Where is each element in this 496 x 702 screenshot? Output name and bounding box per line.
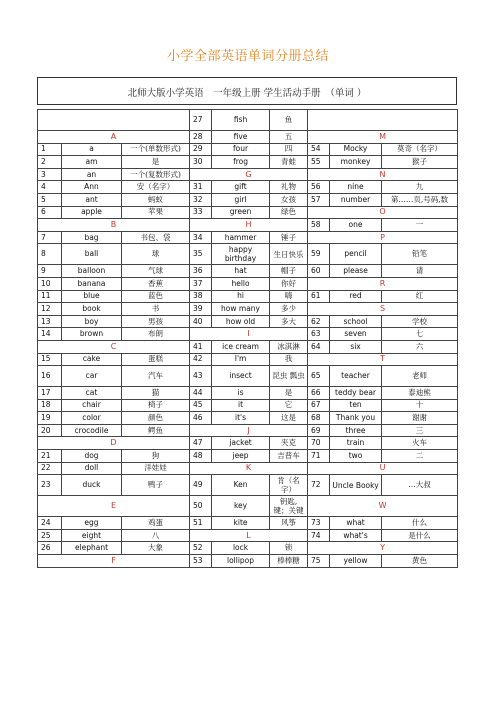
word-english: bag xyxy=(62,231,122,244)
letter-heading: A xyxy=(38,131,190,144)
word-english: elephant xyxy=(62,542,122,555)
table-row xyxy=(38,244,458,265)
word-number: 4 xyxy=(38,181,62,194)
word-number: 53 xyxy=(190,555,212,568)
table-row xyxy=(38,399,458,412)
word-english: how many xyxy=(212,303,270,316)
word-chinese: 二 xyxy=(382,450,458,463)
word-chinese: 五 xyxy=(270,131,308,144)
word-english: hi xyxy=(212,290,270,303)
letter-heading: W xyxy=(308,496,458,517)
word-english: Ann xyxy=(62,181,122,194)
word-number: 19 xyxy=(38,412,62,425)
word-english: a xyxy=(62,143,122,156)
word-chinese: 嗨 xyxy=(270,290,308,303)
word-english: ice cream xyxy=(212,340,270,353)
word-chinese: 十 xyxy=(382,399,458,412)
word-number: 72 xyxy=(308,475,330,496)
table-row xyxy=(38,366,458,387)
word-chinese: 猴子 xyxy=(382,156,458,169)
word-chinese: 第……页,号码,数 xyxy=(382,193,458,206)
letter-heading: B xyxy=(38,219,190,232)
word-number: 68 xyxy=(308,412,330,425)
word-english: frog xyxy=(212,156,270,169)
word-chinese: …大叔 xyxy=(382,475,458,496)
word-english: pencil xyxy=(330,244,382,265)
word-number: 59 xyxy=(308,244,330,265)
word-number: 45 xyxy=(190,399,212,412)
word-english: it xyxy=(212,399,270,412)
word-chinese: 球 xyxy=(122,244,190,265)
word-number: 57 xyxy=(308,193,330,206)
word-chinese: 冰淇淋 xyxy=(270,340,308,353)
letter-heading: K xyxy=(190,462,308,475)
vocabulary-table xyxy=(37,109,458,568)
word-english: jeep xyxy=(212,450,270,463)
word-chinese: 棒棒糖 xyxy=(270,555,308,568)
word-chinese: 狗 xyxy=(122,450,190,463)
word-english: key xyxy=(212,496,270,517)
word-chinese: 生日快乐 xyxy=(270,244,308,265)
table-row xyxy=(38,181,458,194)
word-number: 65 xyxy=(308,366,330,387)
word-number: 66 xyxy=(308,387,330,400)
word-chinese: 是 xyxy=(270,387,308,400)
word-number: 47 xyxy=(190,437,212,450)
word-chinese: 七 xyxy=(382,328,458,341)
word-english: apple xyxy=(62,206,122,219)
word-english: six xyxy=(330,340,382,353)
table-row xyxy=(38,110,458,131)
word-number: 21 xyxy=(38,450,62,463)
word-chinese: 多大 xyxy=(270,315,308,328)
word-chinese: 鳄鱼 xyxy=(122,424,190,437)
word-number: 12 xyxy=(38,303,62,316)
word-chinese: 大象 xyxy=(122,542,190,555)
table-row xyxy=(38,328,458,341)
word-number: 29 xyxy=(190,143,212,156)
word-chinese: 蓝色 xyxy=(122,290,190,303)
word-english: five xyxy=(212,131,270,144)
word-chinese: 老师 xyxy=(382,366,458,387)
word-chinese: 苹果 xyxy=(122,206,190,219)
word-english: number xyxy=(330,193,382,206)
word-number: 31 xyxy=(190,181,212,194)
word-chinese: 钥匙, 键；关键 xyxy=(270,496,308,517)
word-chinese: 蚂蚁 xyxy=(122,193,190,206)
word-english: duck xyxy=(62,475,122,496)
word-number: 37 xyxy=(190,277,212,290)
word-number: 6 xyxy=(38,206,62,219)
letter-heading: F xyxy=(38,555,190,568)
letter-heading: I xyxy=(190,328,308,341)
word-english: eight xyxy=(62,529,122,542)
word-chinese: 莫奇（名字） xyxy=(382,143,458,156)
word-english: chair xyxy=(62,399,122,412)
table-row xyxy=(38,206,458,219)
word-english: how old xyxy=(212,315,270,328)
word-english: Mocky xyxy=(330,143,382,156)
word-chinese: 汽车 xyxy=(122,366,190,387)
table-row xyxy=(38,143,458,156)
word-english: three xyxy=(330,424,382,437)
word-english: book xyxy=(62,303,122,316)
word-chinese: 请 xyxy=(382,265,458,278)
word-chinese: 泰迪熊 xyxy=(382,387,458,400)
letter-heading: N xyxy=(308,168,458,181)
table-row xyxy=(38,496,458,517)
word-chinese: 这是 xyxy=(270,412,308,425)
table-row xyxy=(38,303,458,316)
word-number: 1 xyxy=(38,143,62,156)
word-number: 69 xyxy=(308,424,330,437)
word-number: 58 xyxy=(308,219,330,232)
word-number: 22 xyxy=(38,462,62,475)
word-english: hammer xyxy=(212,231,270,244)
word-english: four xyxy=(212,143,270,156)
word-number: 9 xyxy=(38,265,62,278)
table-row xyxy=(38,555,458,568)
letter-heading: U xyxy=(308,462,458,475)
word-number: 16 xyxy=(38,366,62,387)
word-number: 55 xyxy=(308,156,330,169)
table-row xyxy=(38,231,458,244)
word-number: 30 xyxy=(190,156,212,169)
word-chinese: 夹克 xyxy=(270,437,308,450)
word-english: seven xyxy=(330,328,382,341)
word-english: hat xyxy=(212,265,270,278)
word-english: I'm xyxy=(212,353,270,366)
word-english: an xyxy=(62,168,122,181)
word-number: 20 xyxy=(38,424,62,437)
letter-heading: J xyxy=(190,424,308,437)
table-row xyxy=(38,219,458,232)
word-number: 54 xyxy=(308,143,330,156)
word-number: 50 xyxy=(190,496,212,517)
word-english: car xyxy=(62,366,122,387)
table-row xyxy=(38,450,458,463)
word-chinese: 鸭子 xyxy=(122,475,190,496)
word-number: 63 xyxy=(308,328,330,341)
word-chinese: 绿色 xyxy=(270,206,308,219)
word-chinese: 学校 xyxy=(382,315,458,328)
word-number: 13 xyxy=(38,315,62,328)
word-chinese: 锁 xyxy=(270,542,308,555)
word-english: cake xyxy=(62,353,122,366)
word-number: 43 xyxy=(190,366,212,387)
word-chinese: 三 xyxy=(382,424,458,437)
word-chinese: 一个(复数形式) xyxy=(122,168,190,181)
word-english: insect xyxy=(212,366,270,387)
word-chinese: 一 xyxy=(382,219,458,232)
word-english: Ken xyxy=(212,475,270,496)
table-row xyxy=(38,131,458,144)
word-chinese: 四 xyxy=(270,143,308,156)
word-english: boy xyxy=(62,315,122,328)
letter-heading: E xyxy=(38,496,190,517)
word-number: 35 xyxy=(190,244,212,265)
word-number: 52 xyxy=(190,542,212,555)
word-chinese: 八 xyxy=(122,529,190,542)
word-english: one xyxy=(330,219,382,232)
word-english: nine xyxy=(330,181,382,194)
letter-heading: S xyxy=(308,303,458,316)
word-number: 7 xyxy=(38,231,62,244)
word-chinese: 谢谢 xyxy=(382,412,458,425)
word-chinese: 黄色 xyxy=(382,555,458,568)
word-number: 62 xyxy=(308,315,330,328)
table-row xyxy=(38,424,458,437)
word-chinese: 香蕉 xyxy=(122,277,190,290)
word-number: 75 xyxy=(308,555,330,568)
word-number: 26 xyxy=(38,542,62,555)
word-number: 27 xyxy=(190,110,212,131)
word-chinese: 铅笔 xyxy=(382,244,458,265)
word-chinese: 吉普车 xyxy=(270,450,308,463)
word-chinese: 风筝 xyxy=(270,517,308,530)
table-row xyxy=(38,462,458,475)
word-english: brown xyxy=(62,328,122,341)
word-chinese: 椅子 xyxy=(122,399,190,412)
table-row xyxy=(38,475,458,496)
word-chinese: 我 xyxy=(270,353,308,366)
word-english: cat xyxy=(62,387,122,400)
word-english: hello xyxy=(212,277,270,290)
word-chinese: 多少 xyxy=(270,303,308,316)
letter-heading: C xyxy=(38,340,190,353)
word-english: ten xyxy=(330,399,382,412)
word-chinese: 男孩 xyxy=(122,315,190,328)
word-number: 40 xyxy=(190,315,212,328)
word-number: 17 xyxy=(38,387,62,400)
word-chinese: 什么 xyxy=(382,517,458,530)
word-chinese: 九 xyxy=(382,181,458,194)
word-english: what xyxy=(330,517,382,530)
word-chinese: 女孩 xyxy=(270,193,308,206)
letter-heading: Y xyxy=(308,542,458,555)
table-row xyxy=(38,542,458,555)
word-chinese: 是什么 xyxy=(382,529,458,542)
word-number: 33 xyxy=(190,206,212,219)
table-row xyxy=(38,265,458,278)
letter-heading: H xyxy=(190,219,308,232)
word-english: what's xyxy=(330,529,382,542)
word-chinese: 鸡蛋 xyxy=(122,517,190,530)
table-row xyxy=(38,353,458,366)
word-english: lollipop xyxy=(212,555,270,568)
word-chinese: 书 xyxy=(122,303,190,316)
word-number: 74 xyxy=(308,529,330,542)
word-english: please xyxy=(330,265,382,278)
word-number: 28 xyxy=(190,131,212,144)
word-english: red xyxy=(330,290,382,303)
letter-heading: T xyxy=(308,353,458,366)
word-chinese: 是 xyxy=(122,156,190,169)
letter-heading: D xyxy=(38,437,190,450)
word-english: it's xyxy=(212,412,270,425)
word-number: 61 xyxy=(308,290,330,303)
word-chinese: 青蛙 xyxy=(270,156,308,169)
word-number: 34 xyxy=(190,231,212,244)
word-english: kite xyxy=(212,517,270,530)
word-number: 25 xyxy=(38,529,62,542)
letter-heading: L xyxy=(190,529,308,542)
word-english: two xyxy=(330,450,382,463)
word-english: egg xyxy=(62,517,122,530)
table-row xyxy=(38,193,458,206)
word-chinese: 你好 xyxy=(270,277,308,290)
word-chinese: 帽子 xyxy=(270,265,308,278)
word-number: 42 xyxy=(190,353,212,366)
word-chinese: 猫 xyxy=(122,387,190,400)
letter-heading: R xyxy=(308,277,458,290)
word-number: 67 xyxy=(308,399,330,412)
table-row xyxy=(38,156,458,169)
word-chinese: 一个(单数形式) xyxy=(122,143,190,156)
letter-heading: P xyxy=(308,231,458,244)
word-english: blue xyxy=(62,290,122,303)
word-chinese: 安（名字） xyxy=(122,181,190,194)
word-english: teddy bear xyxy=(330,387,382,400)
word-number: 56 xyxy=(308,181,330,194)
word-number: 3 xyxy=(38,168,62,181)
letter-heading: O xyxy=(308,206,458,219)
word-english: gift xyxy=(212,181,270,194)
word-number: 60 xyxy=(308,265,330,278)
word-english: Uncle Booky xyxy=(330,475,382,496)
word-english: school xyxy=(330,315,382,328)
table-row xyxy=(38,277,458,290)
word-number: 46 xyxy=(190,412,212,425)
word-number: 10 xyxy=(38,277,62,290)
word-chinese: 书包、袋 xyxy=(122,231,190,244)
word-number: 36 xyxy=(190,265,212,278)
word-number: 38 xyxy=(190,290,212,303)
word-chinese: 六 xyxy=(382,340,458,353)
table-row xyxy=(38,290,458,303)
word-english: lock xyxy=(212,542,270,555)
word-number: 24 xyxy=(38,517,62,530)
word-english: color xyxy=(62,412,122,425)
word-chinese: 肯（名字） xyxy=(270,475,308,496)
word-number: 2 xyxy=(38,156,62,169)
word-chinese: 火车 xyxy=(382,437,458,450)
word-english: am xyxy=(62,156,122,169)
word-number: 32 xyxy=(190,193,212,206)
word-chinese: 蛋糕 xyxy=(122,353,190,366)
word-english: is xyxy=(212,387,270,400)
word-chinese: 红 xyxy=(382,290,458,303)
word-chinese: 鱼 xyxy=(270,110,308,131)
word-number: 14 xyxy=(38,328,62,341)
word-english: ball xyxy=(62,244,122,265)
word-english: doll xyxy=(62,462,122,475)
table-row xyxy=(38,315,458,328)
word-english: teacher xyxy=(330,366,382,387)
word-chinese: 布朗 xyxy=(122,328,190,341)
word-english: yellow xyxy=(330,555,382,568)
word-english: banana xyxy=(62,277,122,290)
word-chinese: 它 xyxy=(270,399,308,412)
word-english: monkey xyxy=(330,156,382,169)
letter-heading: G xyxy=(190,168,308,181)
word-number: 73 xyxy=(308,517,330,530)
word-english: fish xyxy=(212,110,270,131)
table-row xyxy=(38,412,458,425)
word-number: 51 xyxy=(190,517,212,530)
table-row xyxy=(38,437,458,450)
word-chinese: 锤子 xyxy=(270,231,308,244)
word-chinese: 颜色 xyxy=(122,412,190,425)
word-english: crocodile xyxy=(62,424,122,437)
word-english: dog xyxy=(62,450,122,463)
word-number: 18 xyxy=(38,399,62,412)
word-chinese: 昆虫 瓢虫 xyxy=(270,366,308,387)
letter-heading: M xyxy=(308,131,458,144)
word-english: balloon xyxy=(62,265,122,278)
word-number: 71 xyxy=(308,450,330,463)
document-title: 小学全部英语单词分册总结 xyxy=(166,49,329,64)
word-number: 8 xyxy=(38,244,62,265)
word-chinese: 洋娃娃 xyxy=(122,462,190,475)
word-english: girl xyxy=(212,193,270,206)
table-row xyxy=(38,168,458,181)
word-chinese: 气球 xyxy=(122,265,190,278)
section-header: 北师大版小学英语 一年级上册 学生活动手册 （单词 ） xyxy=(127,88,367,99)
word-number: 49 xyxy=(190,475,212,496)
word-number: 15 xyxy=(38,353,62,366)
word-number: 48 xyxy=(190,450,212,463)
word-number: 23 xyxy=(38,475,62,496)
table-row xyxy=(38,517,458,530)
word-number: 44 xyxy=(190,387,212,400)
word-english: green xyxy=(212,206,270,219)
word-number: 39 xyxy=(190,303,212,316)
word-number: 41 xyxy=(190,340,212,353)
word-english: happy birthday xyxy=(212,244,270,265)
word-english: jacket xyxy=(212,437,270,450)
word-number: 70 xyxy=(308,437,330,450)
word-number: 5 xyxy=(38,193,62,206)
table-row xyxy=(38,529,458,542)
table-row xyxy=(38,387,458,400)
word-number: 64 xyxy=(308,340,330,353)
table-row xyxy=(38,340,458,353)
word-english: Thank you xyxy=(330,412,382,425)
word-english: ant xyxy=(62,193,122,206)
word-chinese: 礼物 xyxy=(270,181,308,194)
word-number: 11 xyxy=(38,290,62,303)
word-english: train xyxy=(330,437,382,450)
